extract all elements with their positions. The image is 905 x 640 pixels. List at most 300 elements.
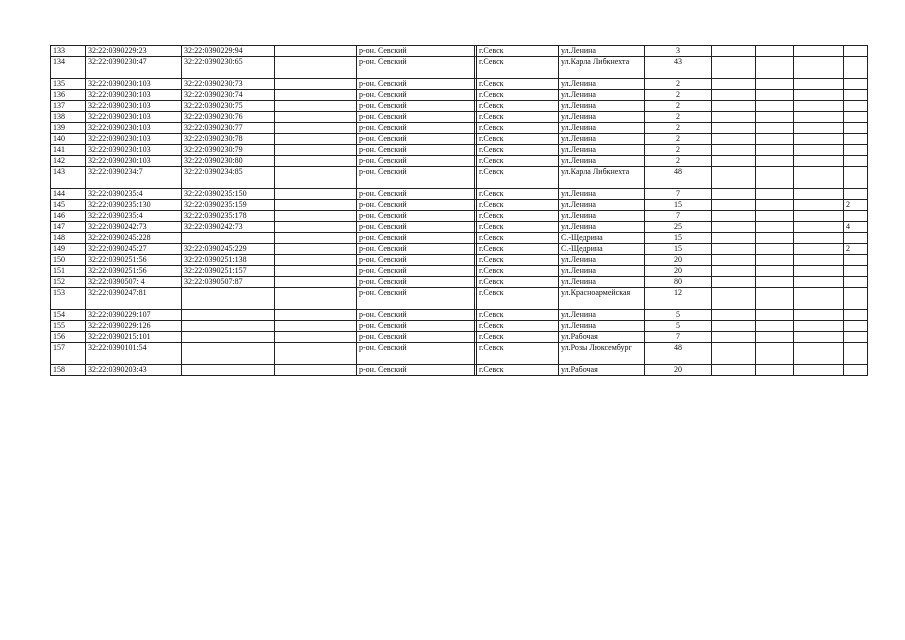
extra-cell-4 <box>844 233 868 244</box>
house-number-cell: 7 <box>645 211 712 222</box>
cadastral-object-cell: 32:22:0390234:85 <box>182 167 275 189</box>
extra-cell-3 <box>794 123 844 134</box>
extra-cell-1 <box>712 57 756 79</box>
house-number-cell: 3 <box>645 46 712 57</box>
table-row <box>51 200 868 211</box>
extra-cell-3 <box>794 244 844 255</box>
cadastral-object-cell: 32:22:0390230:65 <box>182 57 275 79</box>
extra-cell-4: 2 <box>844 244 868 255</box>
district-cell: р-он. Севский <box>357 123 475 134</box>
city-cell: г.Севск <box>477 365 559 376</box>
extra-cell-1 <box>712 189 756 200</box>
cadastral-object-cell: 32:22:0390230:77 <box>182 123 275 134</box>
city-cell: г.Севск <box>477 123 559 134</box>
extra-cell-1 <box>712 123 756 134</box>
house-number-cell: 2 <box>645 79 712 90</box>
cadastral-object-cell: 32:22:0390230:76 <box>182 112 275 123</box>
city-cell: г.Севск <box>477 332 559 343</box>
cadastral-parcel-cell: 32:22:0390229:23 <box>86 46 182 57</box>
district-cell: р-он. Севский <box>357 222 475 233</box>
street-cell: ул.Ленина <box>559 145 645 156</box>
extra-cell-1 <box>712 112 756 123</box>
city-cell: г.Севск <box>477 57 559 79</box>
district-cell: р-он. Севский <box>357 255 475 266</box>
cadastral-parcel-cell: 32:22:0390230:103 <box>86 112 182 123</box>
city-cell: г.Севск <box>477 101 559 112</box>
city-cell: г.Севск <box>477 310 559 321</box>
extra-cell-1 <box>712 277 756 288</box>
house-number-cell: 7 <box>645 189 712 200</box>
blank-cell <box>275 266 357 277</box>
extra-cell-4 <box>844 277 868 288</box>
cadastral-parcel-cell: 32:22:0390242:73 <box>86 222 182 233</box>
extra-cell-3 <box>794 321 844 332</box>
cadastral-parcel-cell: 32:22:0390507: 4 <box>86 277 182 288</box>
street-cell: ул.Ленина <box>559 266 645 277</box>
extra-cell-4 <box>844 79 868 90</box>
city-cell: г.Севск <box>477 46 559 57</box>
street-cell: ул.Рабочая <box>559 332 645 343</box>
city-cell: г.Севск <box>477 200 559 211</box>
extra-cell-1 <box>712 233 756 244</box>
table-row <box>51 101 868 112</box>
cadastral-object-cell: 32:22:0390230:74 <box>182 90 275 101</box>
blank-cell <box>275 134 357 145</box>
city-cell: г.Севск <box>477 211 559 222</box>
street-cell: ул.Ленина <box>559 255 645 266</box>
extra-cell-1 <box>712 332 756 343</box>
extra-cell-3 <box>794 288 844 310</box>
cadastral-object-cell <box>182 233 275 244</box>
cadastral-object-cell: 32:22:0390251:157 <box>182 266 275 277</box>
table-row <box>51 277 868 288</box>
extra-cell-2 <box>756 123 794 134</box>
cadastral-object-cell: 32:22:0390230:79 <box>182 145 275 156</box>
extra-cell-4 <box>844 156 868 167</box>
extra-cell-3 <box>794 310 844 321</box>
row-number-cell: 144 <box>51 189 86 200</box>
extra-cell-3 <box>794 145 844 156</box>
extra-cell-2 <box>756 189 794 200</box>
district-cell: р-он. Севский <box>357 310 475 321</box>
row-number-cell: 154 <box>51 310 86 321</box>
table-row <box>51 79 868 90</box>
extra-cell-2 <box>756 365 794 376</box>
extra-cell-4 <box>844 310 868 321</box>
table-row <box>51 46 868 57</box>
extra-cell-2 <box>756 200 794 211</box>
cadastral-parcel-cell: 32:22:0390230:103 <box>86 145 182 156</box>
district-cell: р-он. Севский <box>357 277 475 288</box>
house-number-cell: 15 <box>645 244 712 255</box>
city-cell: г.Севск <box>477 244 559 255</box>
extra-cell-2 <box>756 321 794 332</box>
extra-cell-4 <box>844 145 868 156</box>
street-cell: ул.Ленина <box>559 123 645 134</box>
table-row <box>51 189 868 200</box>
street-cell: ул.Ленина <box>559 211 645 222</box>
extra-cell-2 <box>756 156 794 167</box>
cadastral-parcel-cell: 32:22:0390251:56 <box>86 266 182 277</box>
blank-cell <box>275 255 357 266</box>
cadastral-parcel-cell: 32:22:0390230:47 <box>86 57 182 79</box>
cadastral-parcel-cell: 32:22:0390230:103 <box>86 123 182 134</box>
cadastral-parcel-cell: 32:22:0390229:107 <box>86 310 182 321</box>
cadastral-object-cell: 32:22:0390230:80 <box>182 156 275 167</box>
cadastral-parcel-cell: 32:22:0390251:56 <box>86 255 182 266</box>
cadastral-parcel-cell: 32:22:0390230:103 <box>86 79 182 90</box>
extra-cell-2 <box>756 266 794 277</box>
table-row <box>51 167 868 189</box>
extra-cell-4 <box>844 266 868 277</box>
cadastral-parcel-cell: 32:22:0390245:27 <box>86 244 182 255</box>
cadastral-object-cell: 32:22:0390229:94 <box>182 46 275 57</box>
house-number-cell: 2 <box>645 156 712 167</box>
cadastral-parcel-cell: 32:22:0390235:4 <box>86 189 182 200</box>
cadastral-parcel-cell: 32:22:0390203:43 <box>86 365 182 376</box>
row-number-cell: 156 <box>51 332 86 343</box>
cadastral-parcel-cell: 32:22:0390245:228 <box>86 233 182 244</box>
cadastral-object-cell: 32:22:0390242:73 <box>182 222 275 233</box>
table-row <box>51 365 868 376</box>
district-cell: р-он. Севский <box>357 101 475 112</box>
row-number-cell: 152 <box>51 277 86 288</box>
extra-cell-2 <box>756 79 794 90</box>
row-number-cell: 143 <box>51 167 86 189</box>
extra-cell-4 <box>844 211 868 222</box>
blank-cell <box>275 79 357 90</box>
blank-cell <box>275 46 357 57</box>
cadastral-parcel-cell: 32:22:0390235:4 <box>86 211 182 222</box>
extra-cell-1 <box>712 90 756 101</box>
house-number-cell: 2 <box>645 134 712 145</box>
table-row <box>51 112 868 123</box>
district-cell: р-он. Севский <box>357 266 475 277</box>
cadastral-object-cell: 32:22:0390230:78 <box>182 134 275 145</box>
blank-cell <box>275 101 357 112</box>
extra-cell-3 <box>794 57 844 79</box>
cadastral-parcel-cell: 32:22:0390230:103 <box>86 134 182 145</box>
row-number-cell: 148 <box>51 233 86 244</box>
table-row <box>51 288 868 310</box>
row-number-cell: 153 <box>51 288 86 310</box>
extra-cell-4 <box>844 57 868 79</box>
house-number-cell: 15 <box>645 233 712 244</box>
blank-cell <box>275 90 357 101</box>
extra-cell-1 <box>712 365 756 376</box>
city-cell: г.Севск <box>477 90 559 101</box>
house-number-cell: 48 <box>645 343 712 365</box>
house-number-cell: 2 <box>645 101 712 112</box>
extra-cell-4 <box>844 134 868 145</box>
row-number-cell: 150 <box>51 255 86 266</box>
table-row <box>51 343 868 365</box>
extra-cell-3 <box>794 200 844 211</box>
extra-cell-2 <box>756 134 794 145</box>
street-cell: ул.Ленина <box>559 310 645 321</box>
blank-cell <box>275 365 357 376</box>
cadastral-object-cell: 32:22:0390230:75 <box>182 101 275 112</box>
extra-cell-2 <box>756 244 794 255</box>
house-number-cell: 2 <box>645 112 712 123</box>
table-body <box>51 46 868 376</box>
cadastral-object-cell <box>182 310 275 321</box>
extra-cell-4 <box>844 90 868 101</box>
extra-cell-1 <box>712 200 756 211</box>
extra-cell-1 <box>712 310 756 321</box>
extra-cell-2 <box>756 57 794 79</box>
blank-cell <box>275 112 357 123</box>
cadastral-parcel-cell: 32:22:0390101:54 <box>86 343 182 365</box>
street-cell: ул.Карла Либкнехта <box>559 57 645 79</box>
cadastral-object-cell <box>182 332 275 343</box>
extra-cell-4 <box>844 321 868 332</box>
cadastral-object-cell <box>182 365 275 376</box>
extra-cell-2 <box>756 101 794 112</box>
extra-cell-2 <box>756 46 794 57</box>
city-cell: г.Севск <box>477 343 559 365</box>
extra-cell-3 <box>794 189 844 200</box>
house-number-cell: 20 <box>645 266 712 277</box>
extra-cell-1 <box>712 288 756 310</box>
blank-cell <box>275 156 357 167</box>
extra-cell-3 <box>794 134 844 145</box>
blank-cell <box>275 57 357 79</box>
extra-cell-2 <box>756 167 794 189</box>
blank-cell <box>275 167 357 189</box>
district-cell: р-он. Севский <box>357 244 475 255</box>
table-row <box>51 156 868 167</box>
street-cell: ул.Ленина <box>559 156 645 167</box>
extra-cell-1 <box>712 321 756 332</box>
extra-cell-1 <box>712 167 756 189</box>
house-number-cell: 25 <box>645 222 712 233</box>
extra-cell-2 <box>756 277 794 288</box>
blank-cell <box>275 321 357 332</box>
table-row <box>51 266 868 277</box>
extra-cell-3 <box>794 222 844 233</box>
street-cell: С.-Щедрина <box>559 244 645 255</box>
extra-cell-1 <box>712 211 756 222</box>
cadastral-parcel-cell: 32:22:0390230:103 <box>86 90 182 101</box>
house-number-cell: 2 <box>645 90 712 101</box>
blank-cell <box>275 211 357 222</box>
city-cell: г.Севск <box>477 167 559 189</box>
city-cell: г.Севск <box>477 266 559 277</box>
extra-cell-1 <box>712 343 756 365</box>
extra-cell-4 <box>844 46 868 57</box>
table-row <box>51 255 868 266</box>
extra-cell-1 <box>712 222 756 233</box>
extra-cell-4: 2 <box>844 200 868 211</box>
table-row <box>51 211 868 222</box>
extra-cell-1 <box>712 156 756 167</box>
street-cell: С.-Щедрина <box>559 233 645 244</box>
table-row <box>51 134 868 145</box>
table-row <box>51 57 868 79</box>
city-cell: г.Севск <box>477 277 559 288</box>
city-cell: г.Севск <box>477 189 559 200</box>
blank-cell <box>275 145 357 156</box>
cadastral-object-cell: 32:22:0390251:138 <box>182 255 275 266</box>
cadastral-object-cell <box>182 288 275 310</box>
land-registry-table <box>50 45 868 376</box>
table-row <box>51 233 868 244</box>
extra-cell-4 <box>844 167 868 189</box>
row-number-cell: 157 <box>51 343 86 365</box>
city-cell: г.Севск <box>477 134 559 145</box>
cadastral-parcel-cell: 32:22:0390247:81 <box>86 288 182 310</box>
street-cell: ул.Ленина <box>559 134 645 145</box>
row-number-cell: 155 <box>51 321 86 332</box>
house-number-cell: 5 <box>645 310 712 321</box>
cadastral-parcel-cell: 32:22:0390230:103 <box>86 156 182 167</box>
district-cell: р-он. Севский <box>357 156 475 167</box>
table-row <box>51 310 868 321</box>
house-number-cell: 20 <box>645 255 712 266</box>
row-number-cell: 134 <box>51 57 86 79</box>
row-number-cell: 137 <box>51 101 86 112</box>
extra-cell-3 <box>794 46 844 57</box>
district-cell: р-он. Севский <box>357 321 475 332</box>
blank-cell <box>275 277 357 288</box>
city-cell: г.Севск <box>477 145 559 156</box>
district-cell: р-он. Севский <box>357 134 475 145</box>
district-cell: р-он. Севский <box>357 288 475 310</box>
extra-cell-2 <box>756 90 794 101</box>
extra-cell-3 <box>794 365 844 376</box>
extra-cell-1 <box>712 266 756 277</box>
extra-cell-4 <box>844 332 868 343</box>
extra-cell-3 <box>794 112 844 123</box>
cadastral-parcel-cell: 32:22:0390215:101 <box>86 332 182 343</box>
house-number-cell: 43 <box>645 57 712 79</box>
extra-cell-2 <box>756 233 794 244</box>
city-cell: г.Севск <box>477 255 559 266</box>
extra-cell-4 <box>844 101 868 112</box>
street-cell: ул.Ленина <box>559 112 645 123</box>
district-cell: р-он. Севский <box>357 189 475 200</box>
row-number-cell: 142 <box>51 156 86 167</box>
street-cell: ул.Ленина <box>559 222 645 233</box>
extra-cell-2 <box>756 145 794 156</box>
extra-cell-2 <box>756 211 794 222</box>
extra-cell-2 <box>756 112 794 123</box>
street-cell: ул.Ленина <box>559 277 645 288</box>
blank-cell <box>275 233 357 244</box>
extra-cell-1 <box>712 134 756 145</box>
district-cell: р-он. Севский <box>357 233 475 244</box>
extra-cell-3 <box>794 211 844 222</box>
house-number-cell: 5 <box>645 321 712 332</box>
cadastral-parcel-cell: 32:22:0390234:7 <box>86 167 182 189</box>
row-number-cell: 149 <box>51 244 86 255</box>
house-number-cell: 7 <box>645 332 712 343</box>
table-row <box>51 332 868 343</box>
house-number-cell: 80 <box>645 277 712 288</box>
extra-cell-2 <box>756 222 794 233</box>
district-cell: р-он. Севский <box>357 79 475 90</box>
blank-cell <box>275 222 357 233</box>
street-cell: ул.Ленина <box>559 189 645 200</box>
extra-cell-1 <box>712 101 756 112</box>
cadastral-parcel-cell: 32:22:0390229:126 <box>86 321 182 332</box>
row-number-cell: 138 <box>51 112 86 123</box>
street-cell: ул.Ленина <box>559 79 645 90</box>
table-row <box>51 222 868 233</box>
extra-cell-2 <box>756 332 794 343</box>
house-number-cell: 15 <box>645 200 712 211</box>
extra-cell-3 <box>794 79 844 90</box>
street-cell: ул.Ленина <box>559 200 645 211</box>
blank-cell <box>275 244 357 255</box>
extra-cell-3 <box>794 167 844 189</box>
district-cell: р-он. Севский <box>357 200 475 211</box>
row-number-cell: 133 <box>51 46 86 57</box>
district-cell: р-он. Севский <box>357 57 475 79</box>
extra-cell-2 <box>756 343 794 365</box>
house-number-cell: 20 <box>645 365 712 376</box>
cadastral-object-cell <box>182 321 275 332</box>
extra-cell-1 <box>712 79 756 90</box>
row-number-cell: 145 <box>51 200 86 211</box>
row-number-cell: 139 <box>51 123 86 134</box>
extra-cell-1 <box>712 145 756 156</box>
extra-cell-3 <box>794 101 844 112</box>
cadastral-object-cell: 32:22:0390230:73 <box>182 79 275 90</box>
extra-cell-4 <box>844 189 868 200</box>
district-cell: р-он. Севский <box>357 46 475 57</box>
extra-cell-3 <box>794 255 844 266</box>
district-cell: р-он. Севский <box>357 343 475 365</box>
street-cell: ул.Ленина <box>559 46 645 57</box>
house-number-cell: 2 <box>645 123 712 134</box>
city-cell: г.Севск <box>477 222 559 233</box>
blank-cell <box>275 332 357 343</box>
extra-cell-3 <box>794 266 844 277</box>
row-number-cell: 158 <box>51 365 86 376</box>
extra-cell-4 <box>844 343 868 365</box>
extra-cell-2 <box>756 310 794 321</box>
row-number-cell: 136 <box>51 90 86 101</box>
district-cell: р-он. Севский <box>357 145 475 156</box>
extra-cell-3 <box>794 90 844 101</box>
cadastral-object-cell: 32:22:0390507:87 <box>182 277 275 288</box>
street-cell: ул.Розы Люксембург <box>559 343 645 365</box>
extra-cell-4: 4 <box>844 222 868 233</box>
district-cell: р-он. Севский <box>357 365 475 376</box>
city-cell: г.Севск <box>477 321 559 332</box>
house-number-cell: 2 <box>645 145 712 156</box>
blank-cell <box>275 288 357 310</box>
extra-cell-3 <box>794 156 844 167</box>
district-cell: р-он. Севский <box>357 90 475 101</box>
house-number-cell: 12 <box>645 288 712 310</box>
house-number-cell: 48 <box>645 167 712 189</box>
cadastral-object-cell: 32:22:0390235:178 <box>182 211 275 222</box>
street-cell: ул.Ленина <box>559 90 645 101</box>
city-cell: г.Севск <box>477 112 559 123</box>
cadastral-object-cell <box>182 343 275 365</box>
table-row <box>51 244 868 255</box>
city-cell: г.Севск <box>477 233 559 244</box>
row-number-cell: 146 <box>51 211 86 222</box>
extra-cell-1 <box>712 46 756 57</box>
blank-cell <box>275 189 357 200</box>
street-cell: ул.Ленина <box>559 101 645 112</box>
district-cell: р-он. Севский <box>357 332 475 343</box>
extra-cell-3 <box>794 332 844 343</box>
